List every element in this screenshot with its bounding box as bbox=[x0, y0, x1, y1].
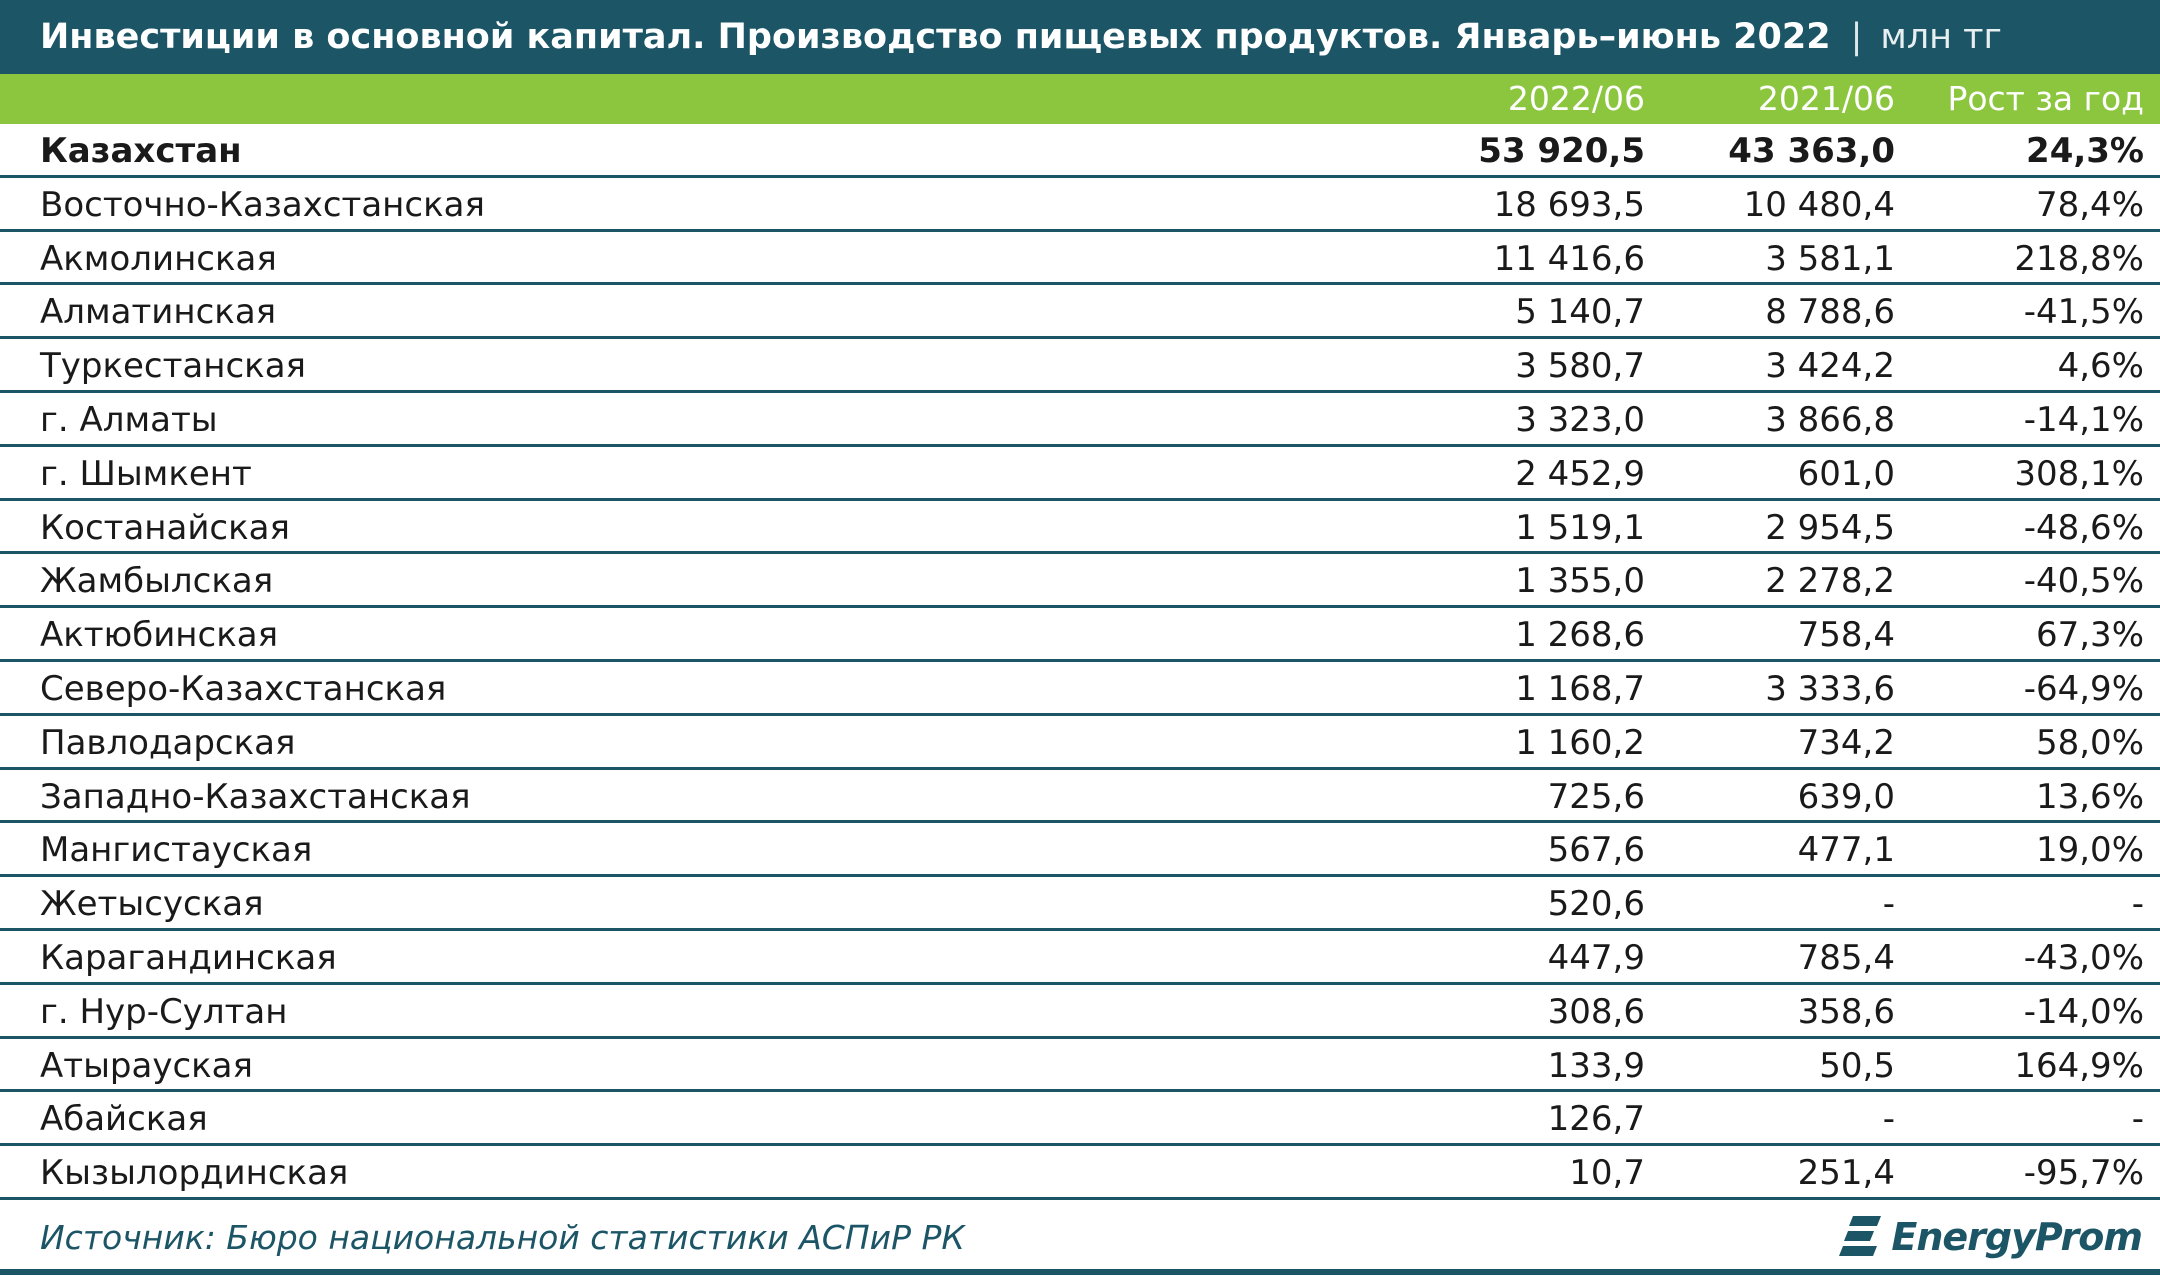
value-growth: - bbox=[2131, 1099, 2144, 1140]
table-row bbox=[0, 1092, 2160, 1146]
value-2022: 520,6 bbox=[1547, 884, 1645, 925]
region-name: Актюбинская bbox=[40, 615, 279, 656]
table-header bbox=[0, 74, 2160, 124]
region-name: Казахстан bbox=[40, 131, 242, 171]
table-row bbox=[0, 985, 2160, 1039]
region-name: Павлодарская bbox=[40, 722, 296, 763]
value-2021: 785,4 bbox=[1797, 938, 1895, 978]
value-2022: 18 693,5 bbox=[1493, 184, 1645, 225]
value-2021: - bbox=[1882, 884, 1895, 925]
chart-title: Инвестиции в основной капитал. Производство пищевых продуктов. Январь–июнь 2022 bbox=[40, 17, 1831, 57]
value-2022: 1 355,0 bbox=[1515, 561, 1645, 602]
value-2022: 11 416,6 bbox=[1493, 238, 1645, 279]
value-growth: 4,6% bbox=[2057, 346, 2144, 387]
value-growth: -41,5% bbox=[2023, 292, 2144, 333]
table-row bbox=[0, 608, 2160, 662]
value-2021: 3 333,6 bbox=[1765, 669, 1895, 709]
value-2022: 1 168,7 bbox=[1515, 669, 1645, 709]
table-row bbox=[0, 232, 2160, 286]
value-2022: 1 160,2 bbox=[1515, 722, 1645, 763]
table-row bbox=[0, 501, 2160, 555]
value-2022: 126,7 bbox=[1547, 1099, 1645, 1140]
value-growth: 19,0% bbox=[2035, 830, 2144, 871]
source-note: Источник: Бюро национальной статистики АСПиР РК bbox=[40, 1218, 965, 1257]
value-growth: -48,6% bbox=[2023, 507, 2144, 548]
table-row bbox=[0, 1039, 2160, 1093]
value-growth: 164,9% bbox=[2014, 1045, 2144, 1086]
value-2022: 3 580,7 bbox=[1515, 346, 1645, 387]
value-2021: 43 363,0 bbox=[1728, 131, 1895, 171]
value-2022: 3 323,0 bbox=[1515, 400, 1645, 440]
table-row bbox=[0, 554, 2160, 608]
value-2021: 639,0 bbox=[1797, 776, 1895, 817]
value-2021: 2 954,5 bbox=[1765, 507, 1895, 548]
chart-title-bar bbox=[0, 0, 2160, 74]
value-growth: 13,6% bbox=[2035, 776, 2144, 817]
value-growth: -14,1% bbox=[2023, 400, 2144, 440]
table-row bbox=[0, 770, 2160, 824]
value-2022: 447,9 bbox=[1547, 938, 1645, 978]
value-2021: 477,1 bbox=[1797, 830, 1895, 871]
region-name: Северо-Казахстанская bbox=[40, 669, 447, 709]
value-2022: 1 268,6 bbox=[1515, 615, 1645, 656]
value-growth: -95,7% bbox=[2023, 1153, 2144, 1194]
table-row bbox=[0, 339, 2160, 393]
table-row bbox=[0, 393, 2160, 447]
region-name: Жамбылская bbox=[40, 561, 274, 602]
value-2021: 10 480,4 bbox=[1743, 184, 1895, 225]
region-name: Кызылординская bbox=[40, 1153, 349, 1194]
value-2022: 2 452,9 bbox=[1515, 453, 1645, 494]
value-2021: 758,4 bbox=[1797, 615, 1895, 656]
table-row bbox=[0, 447, 2160, 501]
region-name: Акмолинская bbox=[40, 238, 277, 279]
value-growth: 58,0% bbox=[2035, 722, 2144, 763]
value-2022: 308,6 bbox=[1547, 991, 1645, 1032]
table-row bbox=[0, 716, 2160, 770]
value-2021: 251,4 bbox=[1797, 1153, 1895, 1194]
region-name: г. Алматы bbox=[40, 400, 218, 440]
column-header-growth: Рост за год bbox=[1947, 79, 2144, 118]
energyprom-logo bbox=[1839, 1212, 2142, 1262]
value-2021: 3 866,8 bbox=[1765, 400, 1895, 440]
table-row bbox=[0, 178, 2160, 232]
column-header-2022: 2022/06 bbox=[1507, 79, 1645, 118]
column-header-2021: 2021/06 bbox=[1757, 79, 1895, 118]
energyprom-logo-text: EnergyProm bbox=[1891, 1215, 2142, 1259]
region-name: Западно-Казахстанская bbox=[40, 776, 471, 817]
value-2021: 3 424,2 bbox=[1765, 346, 1895, 387]
value-2021: - bbox=[1882, 1099, 1895, 1140]
value-growth: -64,9% bbox=[2023, 669, 2144, 709]
value-2021: 601,0 bbox=[1797, 453, 1895, 494]
value-growth: -43,0% bbox=[2023, 938, 2144, 978]
value-growth: 24,3% bbox=[2026, 131, 2144, 171]
energyprom-logo-icon bbox=[1839, 1214, 1883, 1260]
value-2021: 8 788,6 bbox=[1765, 292, 1895, 333]
region-name: Алматинская bbox=[40, 292, 277, 333]
value-growth: 78,4% bbox=[2035, 184, 2144, 225]
region-name: Карагандинская bbox=[40, 938, 337, 978]
value-2022: 567,6 bbox=[1547, 830, 1645, 871]
value-growth: -14,0% bbox=[2023, 991, 2144, 1032]
value-growth: 67,3% bbox=[2035, 615, 2144, 656]
value-2021: 358,6 bbox=[1797, 991, 1895, 1032]
region-name: Костанайская bbox=[40, 507, 290, 548]
value-2021: 2 278,2 bbox=[1765, 561, 1895, 602]
region-name: Атырауская bbox=[40, 1045, 253, 1086]
value-growth: 218,8% bbox=[2014, 238, 2144, 279]
region-name: Туркестанская bbox=[40, 346, 307, 387]
footer bbox=[0, 1200, 2160, 1275]
region-name: Жетысуская bbox=[40, 884, 264, 925]
title-separator: | bbox=[1850, 17, 1863, 57]
table-row bbox=[0, 823, 2160, 877]
region-name: г. Нур-Султан bbox=[40, 991, 288, 1032]
value-2022: 1 519,1 bbox=[1515, 507, 1645, 548]
region-name: г. Шымкент bbox=[40, 453, 252, 494]
value-2022: 5 140,7 bbox=[1515, 292, 1645, 333]
table-row bbox=[0, 285, 2160, 339]
table-row bbox=[0, 662, 2160, 716]
value-2022: 133,9 bbox=[1547, 1045, 1645, 1086]
value-growth: - bbox=[2131, 884, 2144, 925]
value-2022: 53 920,5 bbox=[1478, 131, 1645, 171]
value-growth: -40,5% bbox=[2023, 561, 2144, 602]
table-row bbox=[0, 1146, 2160, 1200]
value-2022: 725,6 bbox=[1547, 776, 1645, 817]
value-2021: 3 581,1 bbox=[1765, 238, 1895, 279]
table-row bbox=[0, 931, 2160, 985]
title-unit: млн тг bbox=[1880, 17, 2002, 57]
region-name: Восточно-Казахстанская bbox=[40, 184, 485, 225]
value-2022: 10,7 bbox=[1569, 1153, 1645, 1194]
value-2021: 50,5 bbox=[1819, 1045, 1895, 1086]
value-growth: 308,1% bbox=[2014, 453, 2144, 494]
region-name: Мангистауская bbox=[40, 830, 313, 871]
value-2021: 734,2 bbox=[1797, 722, 1895, 763]
table-row bbox=[0, 877, 2160, 931]
region-name: Абайская bbox=[40, 1099, 208, 1140]
table-row-total bbox=[0, 124, 2160, 178]
